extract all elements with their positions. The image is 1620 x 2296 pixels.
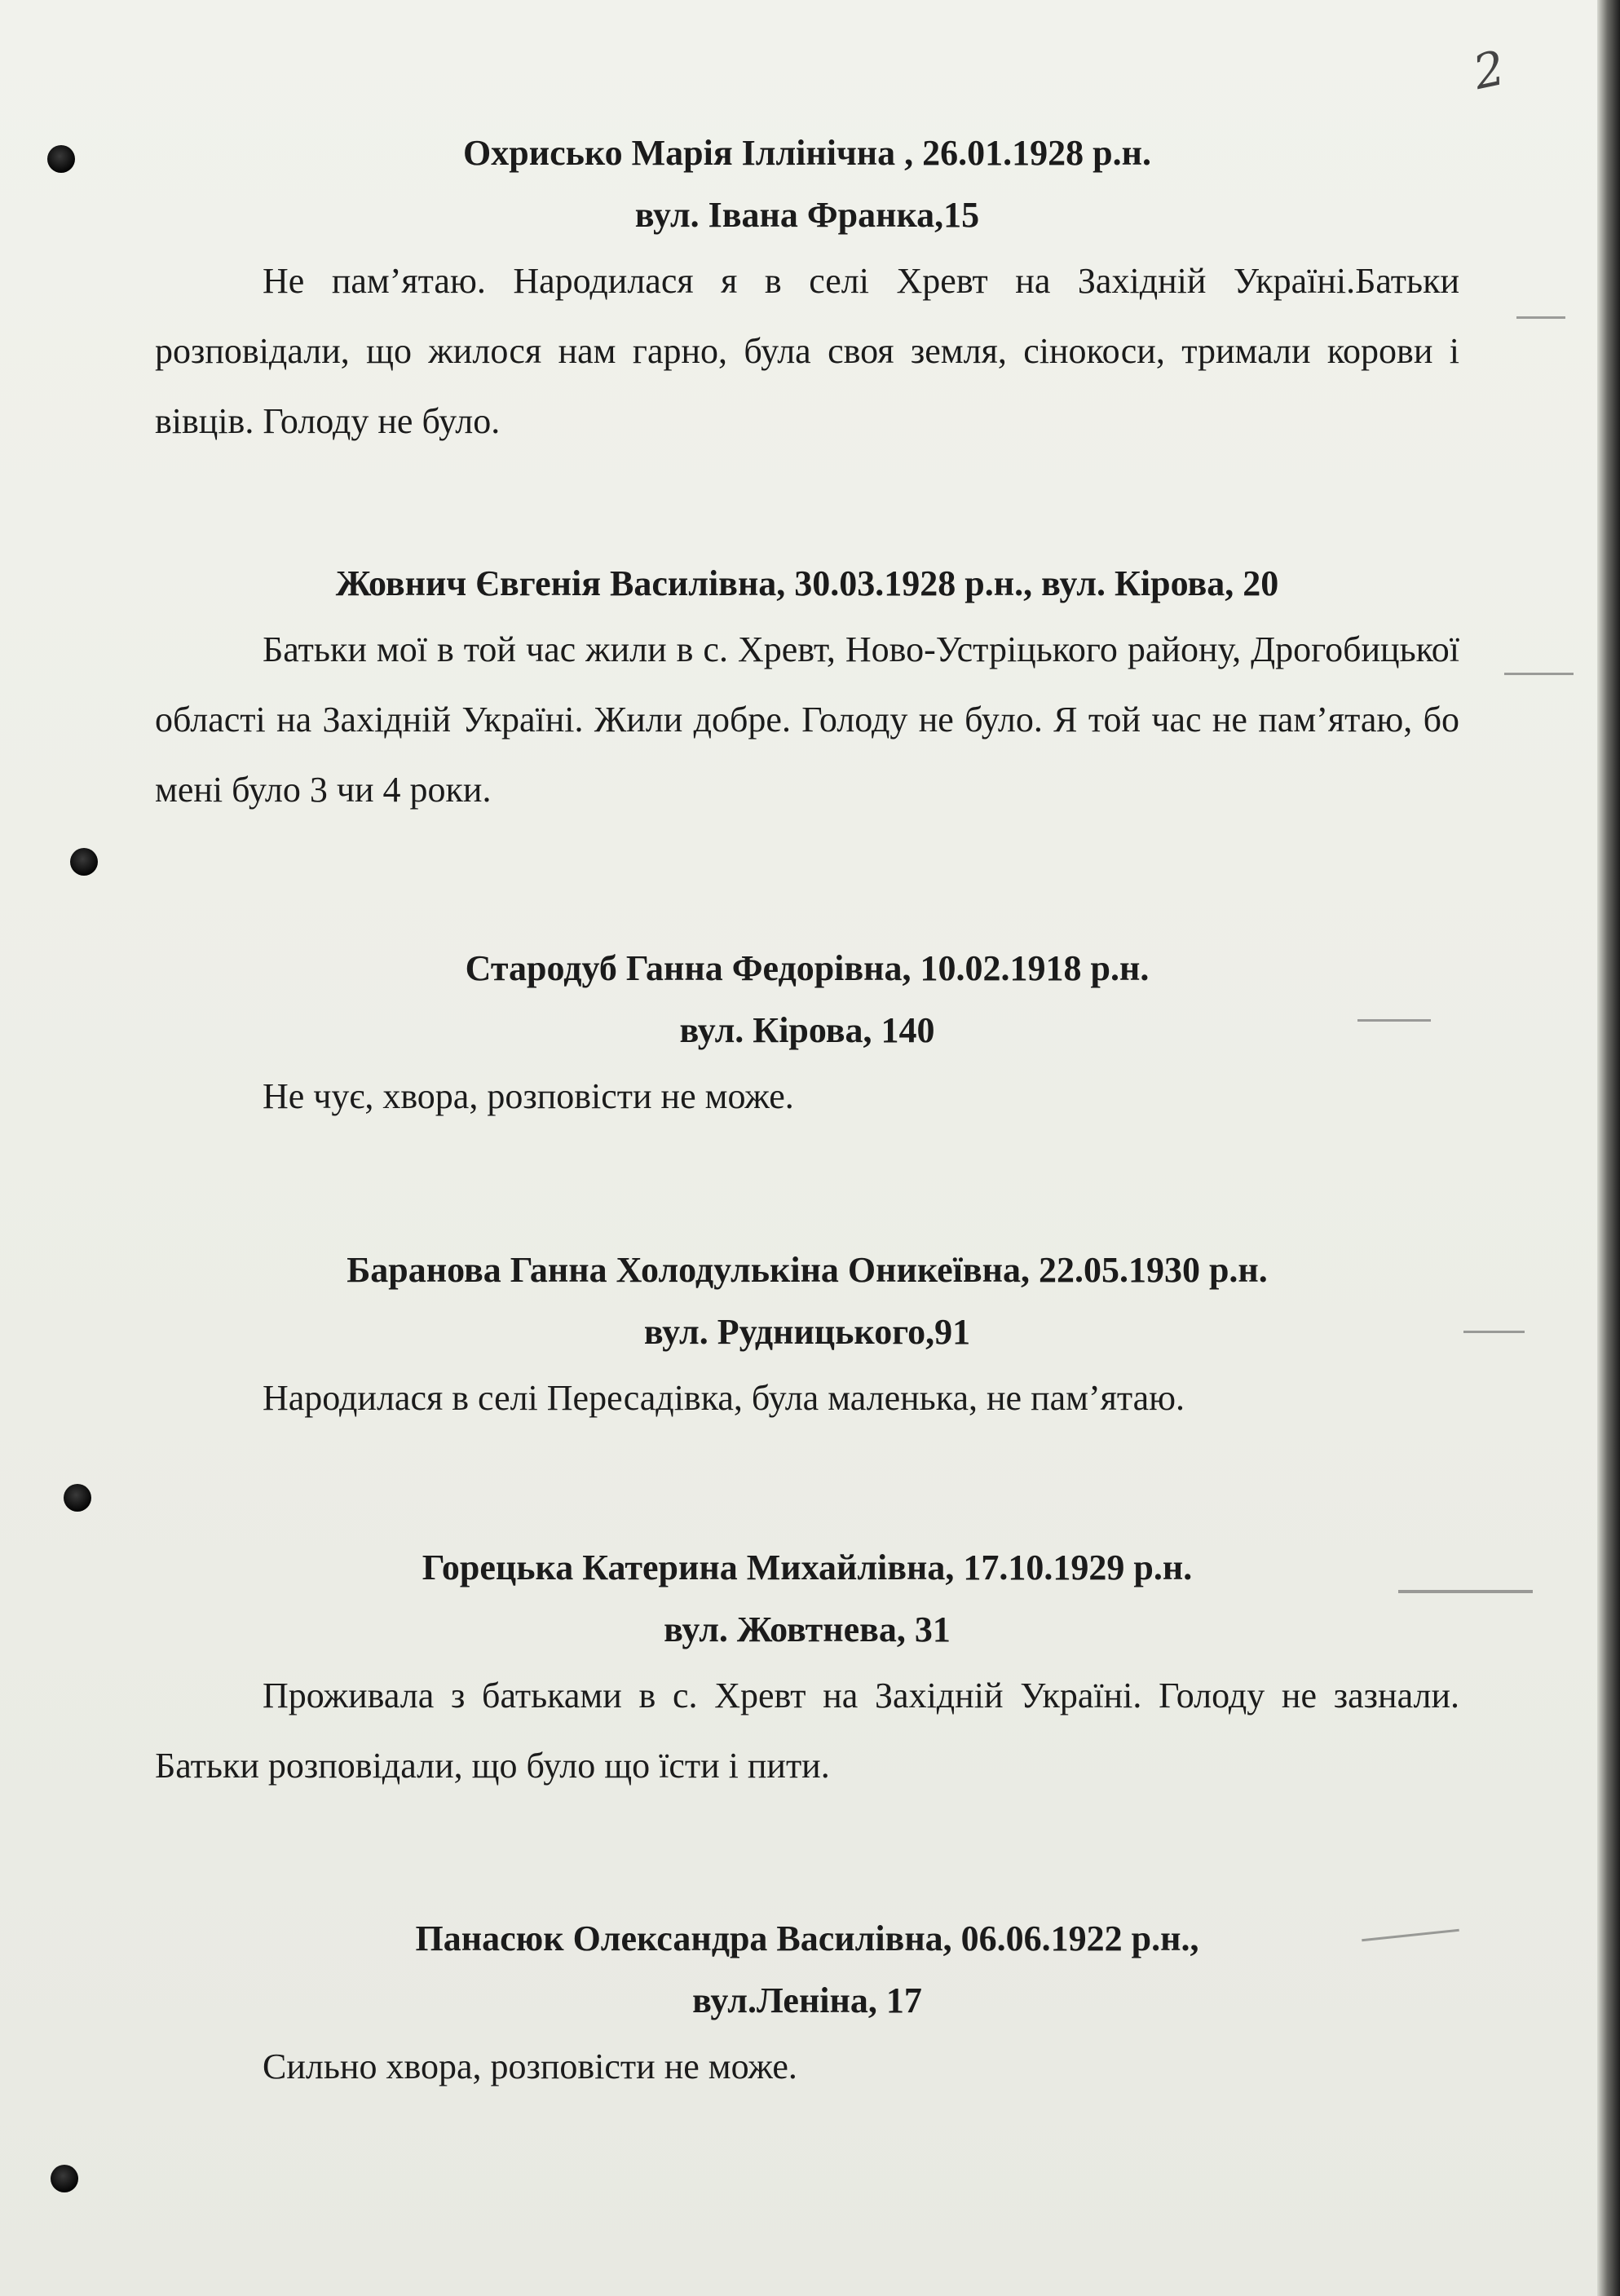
person-name-line: Баранова Ганна Холодулькіна Оникеївна, 22.05.1930 р.н. [347, 1250, 1268, 1290]
scan-edge-shadow [1597, 0, 1620, 2296]
person-name-line: Панасюк Олександра Василівна, 06.06.1922 р.н., [415, 1918, 1199, 1958]
testimony-text: Не пам’ятаю. Народилася я в селі Хревт на Західній Україні.Батьки розповідали, що жилося нам гарно, була своя земля, сінокоси, тримали корови і вівців. Голоду не було. [155, 261, 1459, 441]
punch-hole [47, 145, 75, 173]
address-line: вул. Івана Франка,15 [634, 195, 980, 235]
punch-hole [64, 1484, 91, 1512]
address-line: вул. Кірова, 140 [679, 1010, 935, 1050]
person-name-line: Охрисько Марія Іллінічна , 26.01.1928 р.н. [463, 133, 1151, 173]
page-number: 2 [1468, 39, 1510, 101]
testimony-text: Проживала з батьками в с. Хревт на Західній Україні. Голоду не зазнали. Батьки розповідали, що було що їсти і пити. [155, 1676, 1459, 1786]
person-name-line: Стародуб Ганна Федорівна, 10.02.1918 р.н. [465, 948, 1150, 988]
testimony-entry [155, 1908, 1459, 2102]
testimony-entry [155, 938, 1459, 1132]
testimony-entry [155, 1537, 1459, 1801]
testimony-text: Народилася в селі Пересадівка, була маленька, не пам’ятаю. [263, 1378, 1185, 1418]
testimony-text: Сильно хвора, розповісти не може. [263, 2047, 797, 2086]
punch-hole [70, 848, 98, 876]
address-line: вул. Жовтнева, 31 [664, 1609, 951, 1649]
testimony-entry [155, 553, 1459, 825]
address-line: вул. Рудницького,91 [643, 1312, 971, 1352]
person-name-line: Жовнич Євгенія Василівна, 30.03.1928 р.н., вул. Кірова, 20 [335, 563, 1279, 603]
testimony-entry [155, 1239, 1459, 1433]
address-line: вул.Леніна, 17 [692, 1980, 922, 2020]
punch-hole [51, 2165, 78, 2192]
testimony-text: Не чує, хвора, розповісти не може. [263, 1076, 794, 1116]
person-name-line: Горецька Катерина Михайлівна, 17.10.1929 р.н. [422, 1548, 1193, 1587]
margin-mark [1516, 316, 1565, 319]
margin-mark [1463, 1331, 1525, 1333]
margin-mark [1504, 673, 1574, 675]
testimony-entry [155, 122, 1459, 457]
testimony-text: Батьки мої в той час жили в с. Хревт, Ново-Устріцького району, Дрогобицької області на Західній Україні. Жили добре. Голоду не було. Я той час не пам’ятаю, бо мені було 3 чи 4 роки. [155, 629, 1459, 810]
